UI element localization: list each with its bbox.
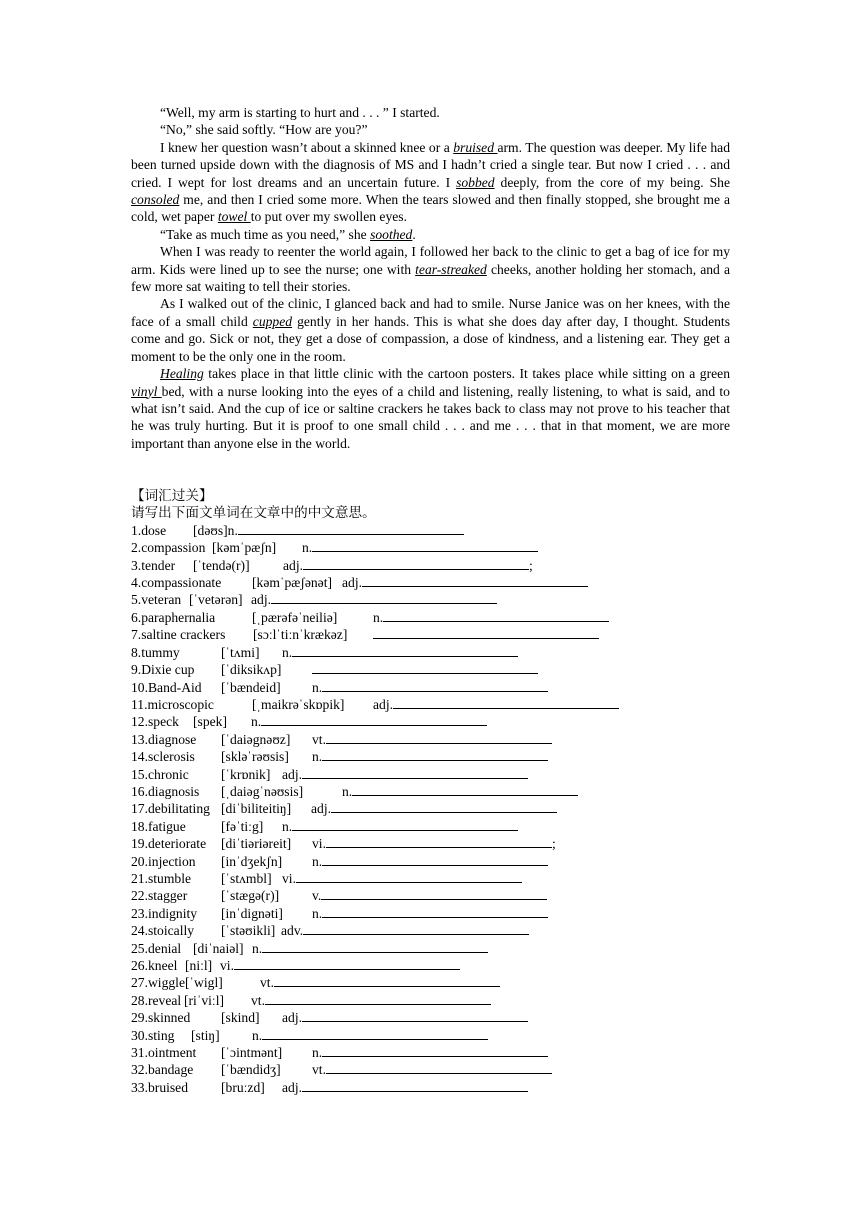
answer-blank[interactable]	[261, 713, 487, 726]
vocab-row	[131, 922, 731, 939]
vocab-word: 14.sclerosis	[131, 749, 195, 765]
story-paragraph	[131, 365, 730, 452]
answer-blank[interactable]	[292, 818, 518, 831]
vocab-phonetic: [ˈdiksikʌp]	[221, 662, 282, 678]
vocab-part-of-speech: vt.	[251, 992, 265, 1008]
vocab-word: 3.tender	[131, 557, 176, 573]
vocab-part-of-speech: n.	[312, 853, 323, 869]
answer-blank[interactable]	[312, 661, 538, 674]
vocab-row	[131, 887, 731, 904]
vocab-word: 16.diagnosis	[131, 783, 200, 799]
vocab-phonetic: [spek]	[193, 714, 227, 730]
vocab-part-of-speech: adj.	[282, 1079, 303, 1095]
answer-blank[interactable]	[331, 800, 557, 813]
vocab-phonetic: [ˌdaiəgˈnəʊsis]	[221, 783, 304, 799]
vocab-phonetic: [skləˈrəʊsis]	[221, 749, 289, 765]
vocab-word: 33.bruised	[131, 1079, 189, 1095]
vocab-phonetic: [bruːzd]	[221, 1079, 265, 1095]
vocab-word: 26.kneel	[131, 958, 178, 973]
vocab-phonetic: [ˈtʌmi]	[221, 644, 260, 660]
vocab-row	[131, 905, 731, 922]
answer-blank[interactable]	[322, 748, 548, 761]
vocab-phonetic: [ˈstægə(r)]	[221, 888, 280, 904]
key-word: soothed	[370, 226, 413, 242]
story-text	[131, 104, 730, 452]
vocab-row	[131, 696, 731, 713]
vocab-word: 23.indignity	[131, 905, 198, 921]
vocab-phonetic: [dəʊs]	[193, 522, 228, 538]
story-paragraph	[131, 243, 730, 295]
vocab-word: 19.deteriorate	[131, 836, 207, 852]
answer-blank[interactable]	[393, 696, 619, 709]
vocab-part-of-speech: n.	[373, 609, 384, 625]
key-word: cupped	[252, 313, 293, 329]
vocab-part-of-speech: vt.	[312, 1062, 326, 1078]
vocab-phonetic: [stiŋ]	[191, 1027, 220, 1043]
key-word: sobbed	[456, 174, 495, 190]
answer-blank[interactable]	[322, 1044, 548, 1057]
vocab-part-of-speech: vt.	[260, 975, 274, 991]
answer-blank[interactable]	[302, 766, 528, 779]
answer-blank[interactable]	[303, 557, 529, 570]
vocab-phonetic: [ˈdaiəgnəʊz]	[221, 731, 291, 747]
vocab-part-of-speech: n.	[282, 644, 293, 660]
vocab-row	[131, 574, 731, 591]
answer-blank[interactable]	[322, 679, 548, 692]
story-text-run: arm. The question was deeper. My life had been turned upside down with the diagnosis of MS and I hadn’t cried a single tear. But now I cried . . . and cried. I wept for lost dreams and an uncertain future. I	[131, 139, 730, 190]
story-paragraph	[131, 226, 730, 243]
vocab-part-of-speech: n.	[302, 540, 313, 556]
vocab-word: 31.ointment	[131, 1045, 197, 1061]
vocab-punctuation: ;	[551, 836, 556, 852]
vocab-word: 4.compassionate	[131, 575, 222, 591]
story-text-run: I knew her question wasn’t about a skinned knee or a	[160, 139, 454, 155]
vocab-part-of-speech: n.	[312, 905, 323, 921]
vocab-phonetic: [ˈtendə(r)]	[193, 557, 250, 573]
vocab-phonetic: [ˈstəʊikli]	[221, 923, 276, 939]
vocab-row	[131, 713, 731, 730]
answer-blank[interactable]	[322, 905, 548, 918]
vocab-word: 29.skinned	[131, 1010, 191, 1026]
vocab-row	[131, 818, 731, 835]
vocab-part-of-speech: n.	[312, 1045, 323, 1061]
vocab-word: 24.stoically	[131, 923, 195, 939]
vocab-phonetic: [diˈtiəriəreit]	[221, 836, 292, 852]
answer-blank[interactable]	[362, 574, 588, 587]
vocab-phonetic: [ˈɔintmənt]	[221, 1045, 283, 1061]
vocab-heading: 【词汇过关】	[131, 488, 213, 503]
vocabulary-section	[131, 487, 731, 1096]
story-text-run: cheeks, another holding her stomach, and a few more sat waiting to tell their stories.	[131, 261, 730, 295]
vocab-word: 28.reveal	[131, 992, 182, 1008]
vocab-part-of-speech: n.	[252, 940, 263, 956]
vocab-phonetic: [ˈbændidʒ]	[221, 1062, 281, 1078]
answer-blank[interactable]	[271, 591, 497, 604]
vocab-part-of-speech: vt.	[312, 731, 326, 747]
story-text-run: deeply, from the core of my being. She	[494, 174, 731, 190]
vocab-row	[131, 1044, 731, 1061]
vocab-part-of-speech: n.	[282, 818, 293, 834]
vocab-part-of-speech: vi.	[282, 870, 296, 886]
vocab-row	[131, 522, 731, 539]
vocab-row	[131, 557, 731, 574]
vocab-phonetic: [sɔːlˈtiːnˈkrækəz]	[253, 627, 348, 643]
vocab-word: 5.veteran	[131, 592, 182, 608]
vocab-row	[131, 661, 731, 678]
vocab-word: 25.denial	[131, 940, 182, 956]
story-text-run: gently in her hands. This is what she does day after day, I thought. Students come and go. Sick or not, they get a dose of compassion, a dose of kindness, and a listening ear. They get a moment to be the only one in the room.	[131, 313, 730, 364]
vocab-row	[131, 853, 731, 870]
vocab-word: 15.chronic	[131, 766, 189, 782]
vocab-word: 17.debilitating	[131, 801, 210, 817]
vocab-word: 1.dose	[131, 522, 167, 538]
vocab-row	[131, 974, 731, 991]
answer-blank[interactable]	[302, 1009, 528, 1022]
vocab-part-of-speech: n.	[312, 749, 323, 765]
vocab-word: 2.compassion	[131, 540, 206, 556]
vocab-row	[131, 1061, 731, 1078]
answer-blank[interactable]	[326, 731, 552, 744]
vocab-part-of-speech: n.	[251, 714, 262, 730]
story-text-run: me, and then I cried some more. When the tears slowed and then finally stopped, she brought me a cold, wet paper	[131, 192, 730, 225]
key-word: tear-streaked	[415, 261, 487, 277]
vocab-row	[131, 1009, 731, 1026]
vocab-part-of-speech: v.	[312, 888, 322, 904]
vocab-row	[131, 591, 731, 608]
vocab-word: 22.stagger	[131, 888, 188, 904]
answer-blank[interactable]	[302, 1079, 528, 1092]
vocab-word: 10.Band-Aid	[131, 679, 202, 695]
story-text-run: .	[412, 226, 416, 242]
vocab-row	[131, 940, 731, 957]
key-word: Healing	[160, 366, 204, 382]
story-paragraph	[131, 295, 730, 365]
vocab-word: 27.wiggle	[131, 975, 185, 991]
vocab-part-of-speech: n.	[342, 783, 353, 799]
key-word: vinyl	[131, 383, 162, 399]
answer-blank[interactable]	[352, 783, 578, 796]
vocab-part-of-speech: adj.	[373, 696, 394, 712]
vocab-row	[131, 609, 731, 626]
vocab-row	[131, 835, 731, 852]
story-text-run: When I was ready to reenter the world again, I followed her back to the clinic to get a bag of ice for my arm. Kids were lined up to see the nurse; one with	[131, 244, 730, 277]
vocab-word: 32.bandage	[131, 1062, 194, 1078]
vocab-row	[131, 992, 731, 1009]
vocab-row	[131, 1027, 731, 1044]
answer-blank[interactable]	[326, 835, 552, 848]
vocab-phonetic: [diˈbiliteitiŋ]	[221, 801, 292, 817]
vocab-punctuation: ;	[529, 557, 533, 573]
vocab-phonetic: [inˈdignəti]	[221, 905, 283, 921]
vocab-row	[131, 626, 731, 643]
vocab-part-of-speech: adv.	[281, 923, 304, 939]
vocab-part-of-speech: adj.	[342, 575, 363, 591]
vocab-phonetic: [ˈwigl]	[185, 975, 223, 991]
vocab-part-of-speech: vi.	[220, 958, 234, 973]
story-text-run: “Well, my arm is starting to hurt and . . . ” I started.	[160, 105, 440, 120]
vocab-phonetic: [ˈvetərən]	[189, 592, 243, 608]
vocab-part-of-speech: adj.	[311, 801, 332, 817]
vocab-part-of-speech: adj.	[251, 592, 272, 608]
story-text-run: to put over my swollen eyes.	[250, 209, 407, 225]
story-text-run: As I walked out of the clinic, I glanced back and had to smile. Nurse Janice was on her knees, with the face of a small child	[131, 296, 730, 329]
vocab-phonetic: [ˈbændeid]	[221, 679, 281, 695]
vocab-word: 9.Dixie cup	[131, 662, 195, 678]
answer-blank[interactable]	[265, 992, 491, 1005]
vocab-phonetic: [riˈviːl]	[184, 992, 225, 1008]
vocab-phonetic: [ˈkrɒnik]	[221, 766, 271, 782]
vocab-row	[131, 731, 731, 748]
answer-blank[interactable]	[262, 940, 488, 953]
vocab-phonetic: [ˌpærəfəˈneiliə]	[252, 609, 338, 625]
answer-blank[interactable]	[312, 539, 538, 552]
vocab-part-of-speech: adj.	[283, 557, 304, 573]
answer-blank[interactable]	[321, 887, 547, 900]
vocab-part-of-speech: adj.	[282, 766, 303, 782]
vocab-word: 20.injection	[131, 853, 196, 869]
key-word: consoled	[131, 192, 180, 208]
vocab-word: 18.fatigue	[131, 818, 186, 834]
answer-blank[interactable]	[373, 626, 599, 639]
story-text-run: “Take as much time as you need,” she	[160, 226, 371, 242]
story-paragraph	[131, 104, 730, 121]
story-text-run: “No,” she said softly. “How are you?”	[160, 122, 368, 138]
answer-blank[interactable]	[274, 974, 500, 987]
vocab-row	[131, 539, 731, 556]
vocab-phonetic: [diˈnaiəl]	[193, 940, 244, 956]
answer-blank[interactable]	[292, 644, 518, 657]
vocab-row	[131, 783, 731, 800]
key-word: bruised	[453, 139, 498, 155]
vocab-row	[131, 1079, 731, 1096]
vocab-phonetic: [ˈstʌmbl]	[221, 870, 272, 886]
vocab-row	[131, 800, 731, 817]
vocab-part-of-speech: vi.	[312, 836, 326, 852]
answer-blank[interactable]	[296, 870, 522, 883]
vocab-row	[131, 644, 731, 661]
story-paragraph	[131, 139, 730, 226]
vocab-phonetic: [niːl]	[185, 958, 213, 973]
answer-blank[interactable]	[383, 609, 609, 622]
vocab-instruction: 请写出下面文单词在文章中的中文意思。	[131, 505, 376, 521]
vocab-row	[131, 766, 731, 783]
vocab-phonetic: [kəmˈpæʃn]	[212, 540, 277, 556]
answer-blank[interactable]	[322, 853, 548, 866]
answer-blank[interactable]	[326, 1061, 552, 1074]
story-paragraph	[131, 121, 730, 138]
vocab-part-of-speech: adj.	[282, 1010, 303, 1026]
vocab-word: 11.microscopic	[131, 696, 214, 712]
vocab-word: 7.saltine crackers	[131, 627, 226, 643]
vocab-word: 8.tummy	[131, 644, 180, 660]
vocab-part-of-speech: n.	[312, 679, 323, 695]
vocab-word: 13.diagnose	[131, 731, 197, 747]
vocab-word: 30.sting	[131, 1027, 175, 1043]
story-text-run: bed, with a nurse looking into the eyes of a child and listening, really listening, to what is said, and to what isn’t said. And the cup of ice or saltine crackers he takes back to class may not prove to his teacher that he was truly hurting. But it is proof to one small child . . . and me . . . that in that moment, we are more important than anyone else in the world.	[131, 383, 730, 451]
vocab-phonetic: [skind]	[221, 1010, 260, 1026]
answer-blank[interactable]	[234, 957, 460, 970]
vocab-row	[131, 748, 731, 765]
vocab-part-of-speech: n.	[227, 522, 238, 538]
vocab-word: 21.stumble	[131, 870, 192, 886]
vocab-phonetic: [ˌmaikrəˈskɒpik]	[252, 696, 345, 712]
vocab-phonetic: [fəˈtiːg]	[221, 818, 264, 834]
vocab-phonetic: [inˈdʒekʃn]	[221, 853, 283, 869]
vocab-phonetic: [kəmˈpæʃənət]	[252, 575, 333, 591]
story-text-run: takes place in that little clinic with the cartoon posters. It takes place while sitting on a green	[203, 366, 730, 382]
vocab-word: 6.paraphernalia	[131, 609, 216, 625]
vocab-row	[131, 870, 731, 887]
key-word: towel	[217, 209, 251, 225]
vocab-word: 12.speck	[131, 714, 179, 730]
vocab-row	[131, 679, 731, 696]
vocab-list	[131, 522, 731, 1096]
answer-blank[interactable]	[262, 1027, 488, 1040]
answer-blank[interactable]	[238, 522, 464, 535]
vocab-row	[131, 957, 731, 974]
answer-blank[interactable]	[303, 922, 529, 935]
vocab-part-of-speech: n.	[252, 1027, 263, 1043]
